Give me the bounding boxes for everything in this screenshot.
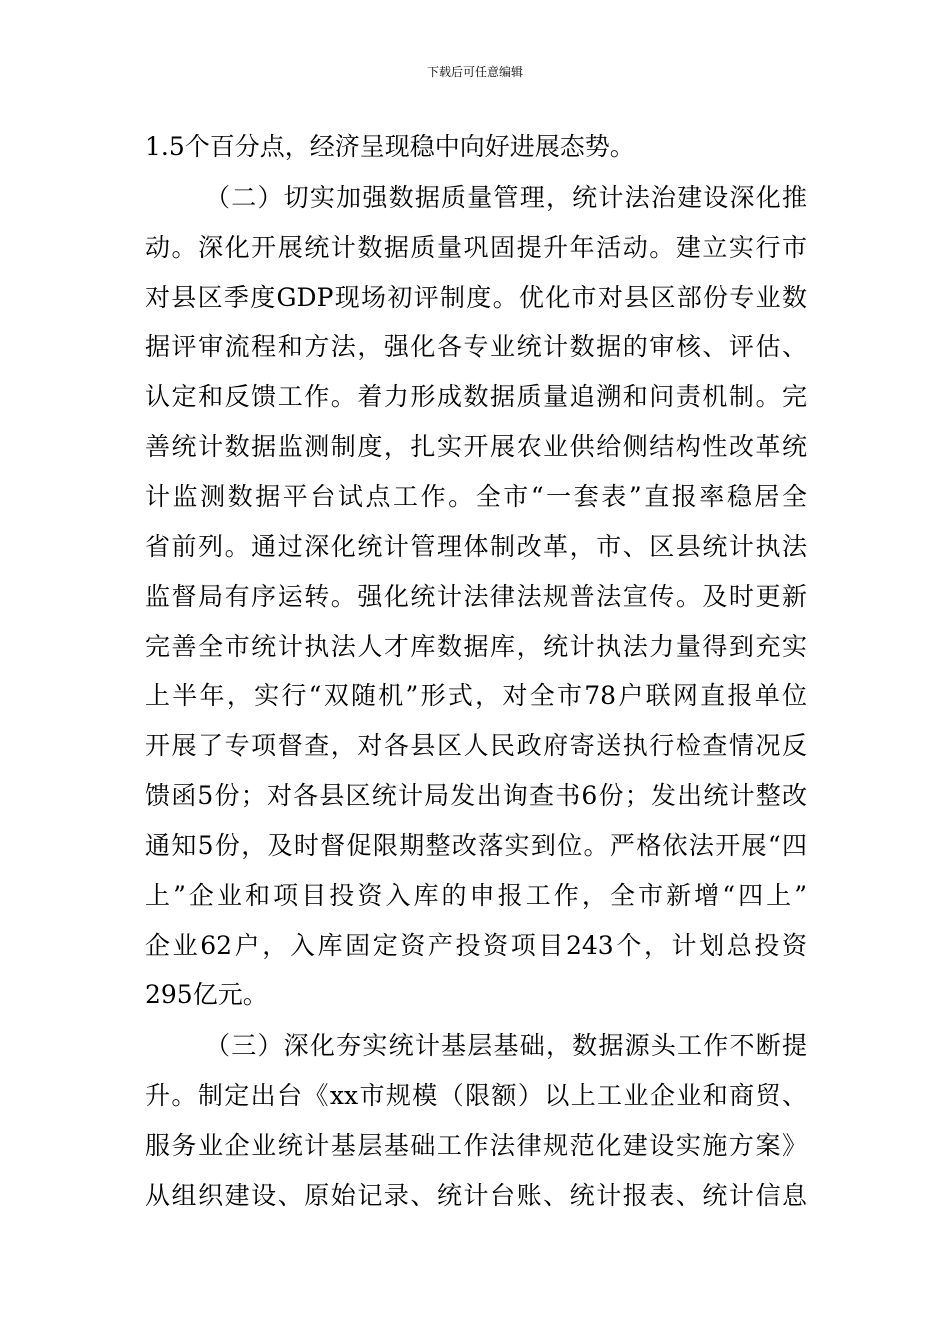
body-line: 开展了专项督查，对各县区人民政府寄送执行检查情况反: [145, 731, 807, 760]
body-line: 善统计数据监测制度，扎实开展农业供给侧结构性改革统: [145, 432, 807, 461]
body-line: 动。深化开展统计数据质量巩固提升年活动。建立实行市: [145, 233, 807, 262]
body-line: 据评审流程和方法，强化各专业统计数据的审核、评估、: [145, 332, 807, 361]
body-line: 监督局有序运转。强化统计法律法规普法宣传。及时更新: [145, 582, 807, 611]
body-line: （二）切实加强数据质量管理，统计法治建设深化推: [205, 183, 807, 212]
body-line: 服务业企业统计基层基础工作法律规范化建设实施方案》: [145, 1131, 807, 1160]
body-line: 从组织建设、原始记录、统计台账、统计报表、统计信息: [145, 1181, 807, 1210]
body-line: 完善全市统计执法人才库数据库，统计执法力量得到充实: [145, 632, 807, 661]
body-line: 馈函5份；对各县区统计局发出询查书6份；发出统计整改: [145, 781, 807, 810]
body-line: 升。制定出台《xx市规模（限额）以上工业企业和商贸、: [145, 1081, 807, 1110]
body-line: 对县区季度GDP现场初评制度。优化市对县区部份专业数: [145, 283, 807, 312]
body-line: 省前列。通过深化统计管理体制改革，市、区县统计执法: [145, 532, 807, 561]
body-line: 295亿元。: [145, 980, 268, 1009]
body-line: 1.5个百分点，经济呈现稳中向好进展态势。: [145, 132, 635, 161]
body-line: 计监测数据平台试点工作。全市“一套表”直报率稳居全: [145, 482, 807, 511]
body-line: 上半年，实行“双随机”形式，对全市78户联网直报单位: [145, 681, 807, 710]
body-line: 企业62户，入库固定资产投资项目243个，计划总投资: [145, 931, 807, 960]
body-line: 上”企业和项目投资入库的申报工作，全市新增“四上”: [145, 881, 807, 910]
body-line: 认定和反馈工作。着力形成数据质量追溯和问责机制。完: [145, 382, 807, 411]
page-header: 下载后可任意编辑: [426, 65, 523, 79]
body-line: （三）深化夯实统计基层基础，数据源头工作不断提: [205, 1031, 807, 1060]
body-line: 通知5份，及时督促限期整改落实到位。严格依法开展“四: [145, 831, 807, 860]
